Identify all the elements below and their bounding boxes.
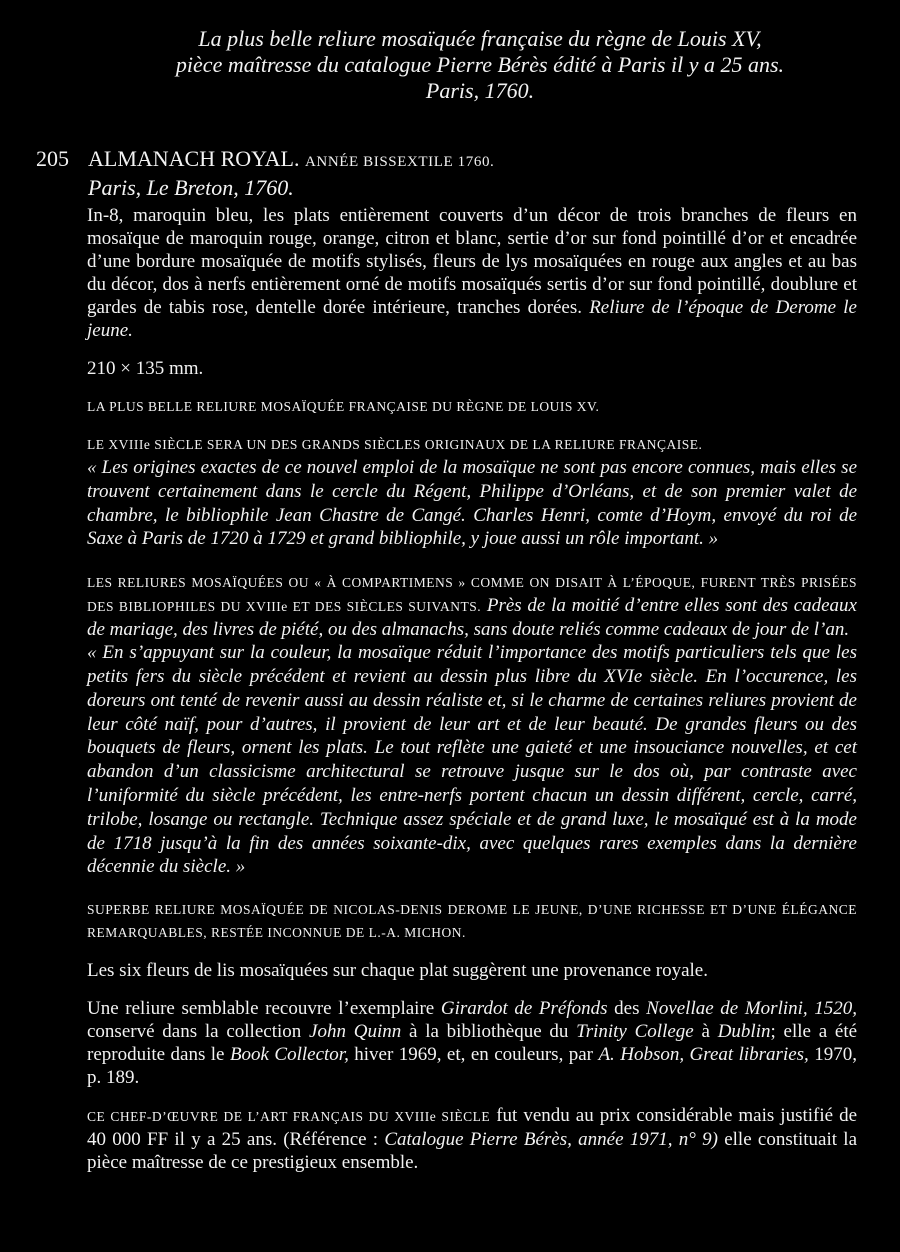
description-paragraph: In-8, maroquin bleu, les plats entièrement couverts d’un décor de trois branches de fleurs en mosaïque de maroquin rouge, orange, citron et blanc, sertie d’or sur fond pointillé d’or et encadrée d’une bordure mosaïquée de motifs stylisés, fleurs de lys mosaïquées en rouge aux angles et au bas du décor, dos à nerfs entièrement orné de motifs mosaïqués sertis d’or sur fond pointillé, doublure et gardes de tabis rose, dentelle dorée intérieure, tranches dorées. Reliure de l’époque de Derome le jeune. bbox=[87, 205, 857, 341]
lot-number: 205 bbox=[36, 146, 69, 171]
quote-origins: « Les origines exactes de ce nouvel emploi de la mosaïque ne sont pas encore connues, mais elles se trouvent certainement dans le cercle du Régent, Philippe d’Orléans, et de son premier valet de chambre, le bibliophile Jean Chastre de Cangé. Charles Henri, comte d’Hoym, envoyé du roi de Saxe à Paris de 1720 à 1729 et grand bibliophile, y joue aussi un rôle important. » bbox=[87, 457, 857, 550]
header-line-3: Paris, 1760. bbox=[425, 78, 535, 103]
heading-century: LE XVIIIe SIÈCLE SERA UN DES GRANDS SIÈCLES ORIGINAUX DE LA RELIURE FRANÇAISE. bbox=[87, 437, 703, 452]
fleurs-paragraph: Les six fleurs de lis mosaïquées sur chaque plat suggèrent une provenance royale. bbox=[87, 960, 708, 982]
heading-best-binding: LA PLUS BELLE RELIURE MOSAÏQUÉE FRANÇAISE DU RÈGNE DE LOUIS XV. bbox=[87, 399, 600, 414]
header-line-2: pièce maîtresse du catalogue Pierre Bérès édité à Paris il y a 25 ans. bbox=[175, 52, 785, 77]
binding-attribution: Reliure de l’époque de Derome le jeune. bbox=[87, 297, 857, 341]
lot-subtitle: ANNÉE BISSEXTILE 1760. bbox=[304, 154, 495, 170]
header-line-1: La plus belle reliure mosaïquée française du règne de Louis XV, bbox=[198, 26, 762, 51]
dimensions: 210 × 135 mm. bbox=[87, 358, 204, 379]
heading-superb-binding: SUPERBE RELIURE MOSAÏQUÉE DE NICOLAS-DENIS DEROME LE JEUNE, D’UNE RICHESSE ET D’UNE ÉLÉGANCE REMARQUABLES, RESTÉE INCONNUE DE L.-A. MICHON. bbox=[87, 902, 857, 941]
catalogue-body bbox=[87, 204, 857, 1174]
page-header bbox=[120, 26, 840, 104]
lot-heading bbox=[36, 146, 866, 200]
lot-imprint: Paris, Le Breton, 1760. bbox=[88, 175, 294, 200]
similar-binding-paragraph: Une reliure semblable recouvre l’exemplaire Girardot de Préfonds des Novellae de Morlini, 1520, conservé dans la collection John Quinn à la bibliothèque du Trinity College à Dublin; elle a été reproduite dans le Book Collector, hiver 1969, et, en couleurs, par A. Hobson, Great libraries, 1970, p. 189. bbox=[87, 998, 858, 1089]
closing-paragraph: CE CHEF-D’ŒUVRE DE L’ART FRANÇAIS DU XVIIIe SIÈCLE fut vendu au prix considérable mais justifié de 40 000 FF il y a 25 ans. (Référence : Catalogue Pierre Bérès, année 1971, n° 9) elle constituait la pièce maîtresse de ce prestigieux ensemble. bbox=[87, 1105, 858, 1174]
lot-title: ALMANACH ROYAL. bbox=[88, 146, 300, 171]
section-mosaic: LES RELIURES MOSAÏQUÉES OU « À COMPARTIMENS » COMME ON DISAIT À L’ÉPOQUE, FURENT TRÈS PRISÉES DES BIBLIOPHILES DU XVIIIe ET DES SIÈCLES SUIVANTS. Près de la moitié d’entre elles sont des cadeaux de mariage, des livres de piété, ou des almanachs, sans doute reliés comme cadeaux de jour de l’an. bbox=[87, 575, 857, 641]
quote-colour: « En s’appuyant sur la couleur, la mosaïque réduit l’importance des motifs particuliers tels que les petits fers du siècle précédent et revient au dessin plus libre du XVIe siècle. En l’occurence, les doreurs ont tenté de revenir aussi au dessin réaliste et, si le charme de certaines reliures provient de leur côté naïf, pour d’autres, il provient de leur art et de leur beauté. De grandes fleurs ou des bouquets de fleurs, ornent les plats. Le tout reflète une gaieté et une insouciance nouvelles, et cet abandon d’un classicisme architectural se retrouve jusque sur le dos où, par contraste avec l’uniformité du siècle précédent, les entre-nerfs portent chacun un dessin différent, cercle, carré, trilobe, losange ou rectangle. Technique assez spéciale et de grand luxe, le mosaïqué est à la mode de 1718 jusqu’à la fin des années soixante-dix, avec quelques rares exemples dans la dernière décennie du siècle. » bbox=[87, 642, 857, 878]
